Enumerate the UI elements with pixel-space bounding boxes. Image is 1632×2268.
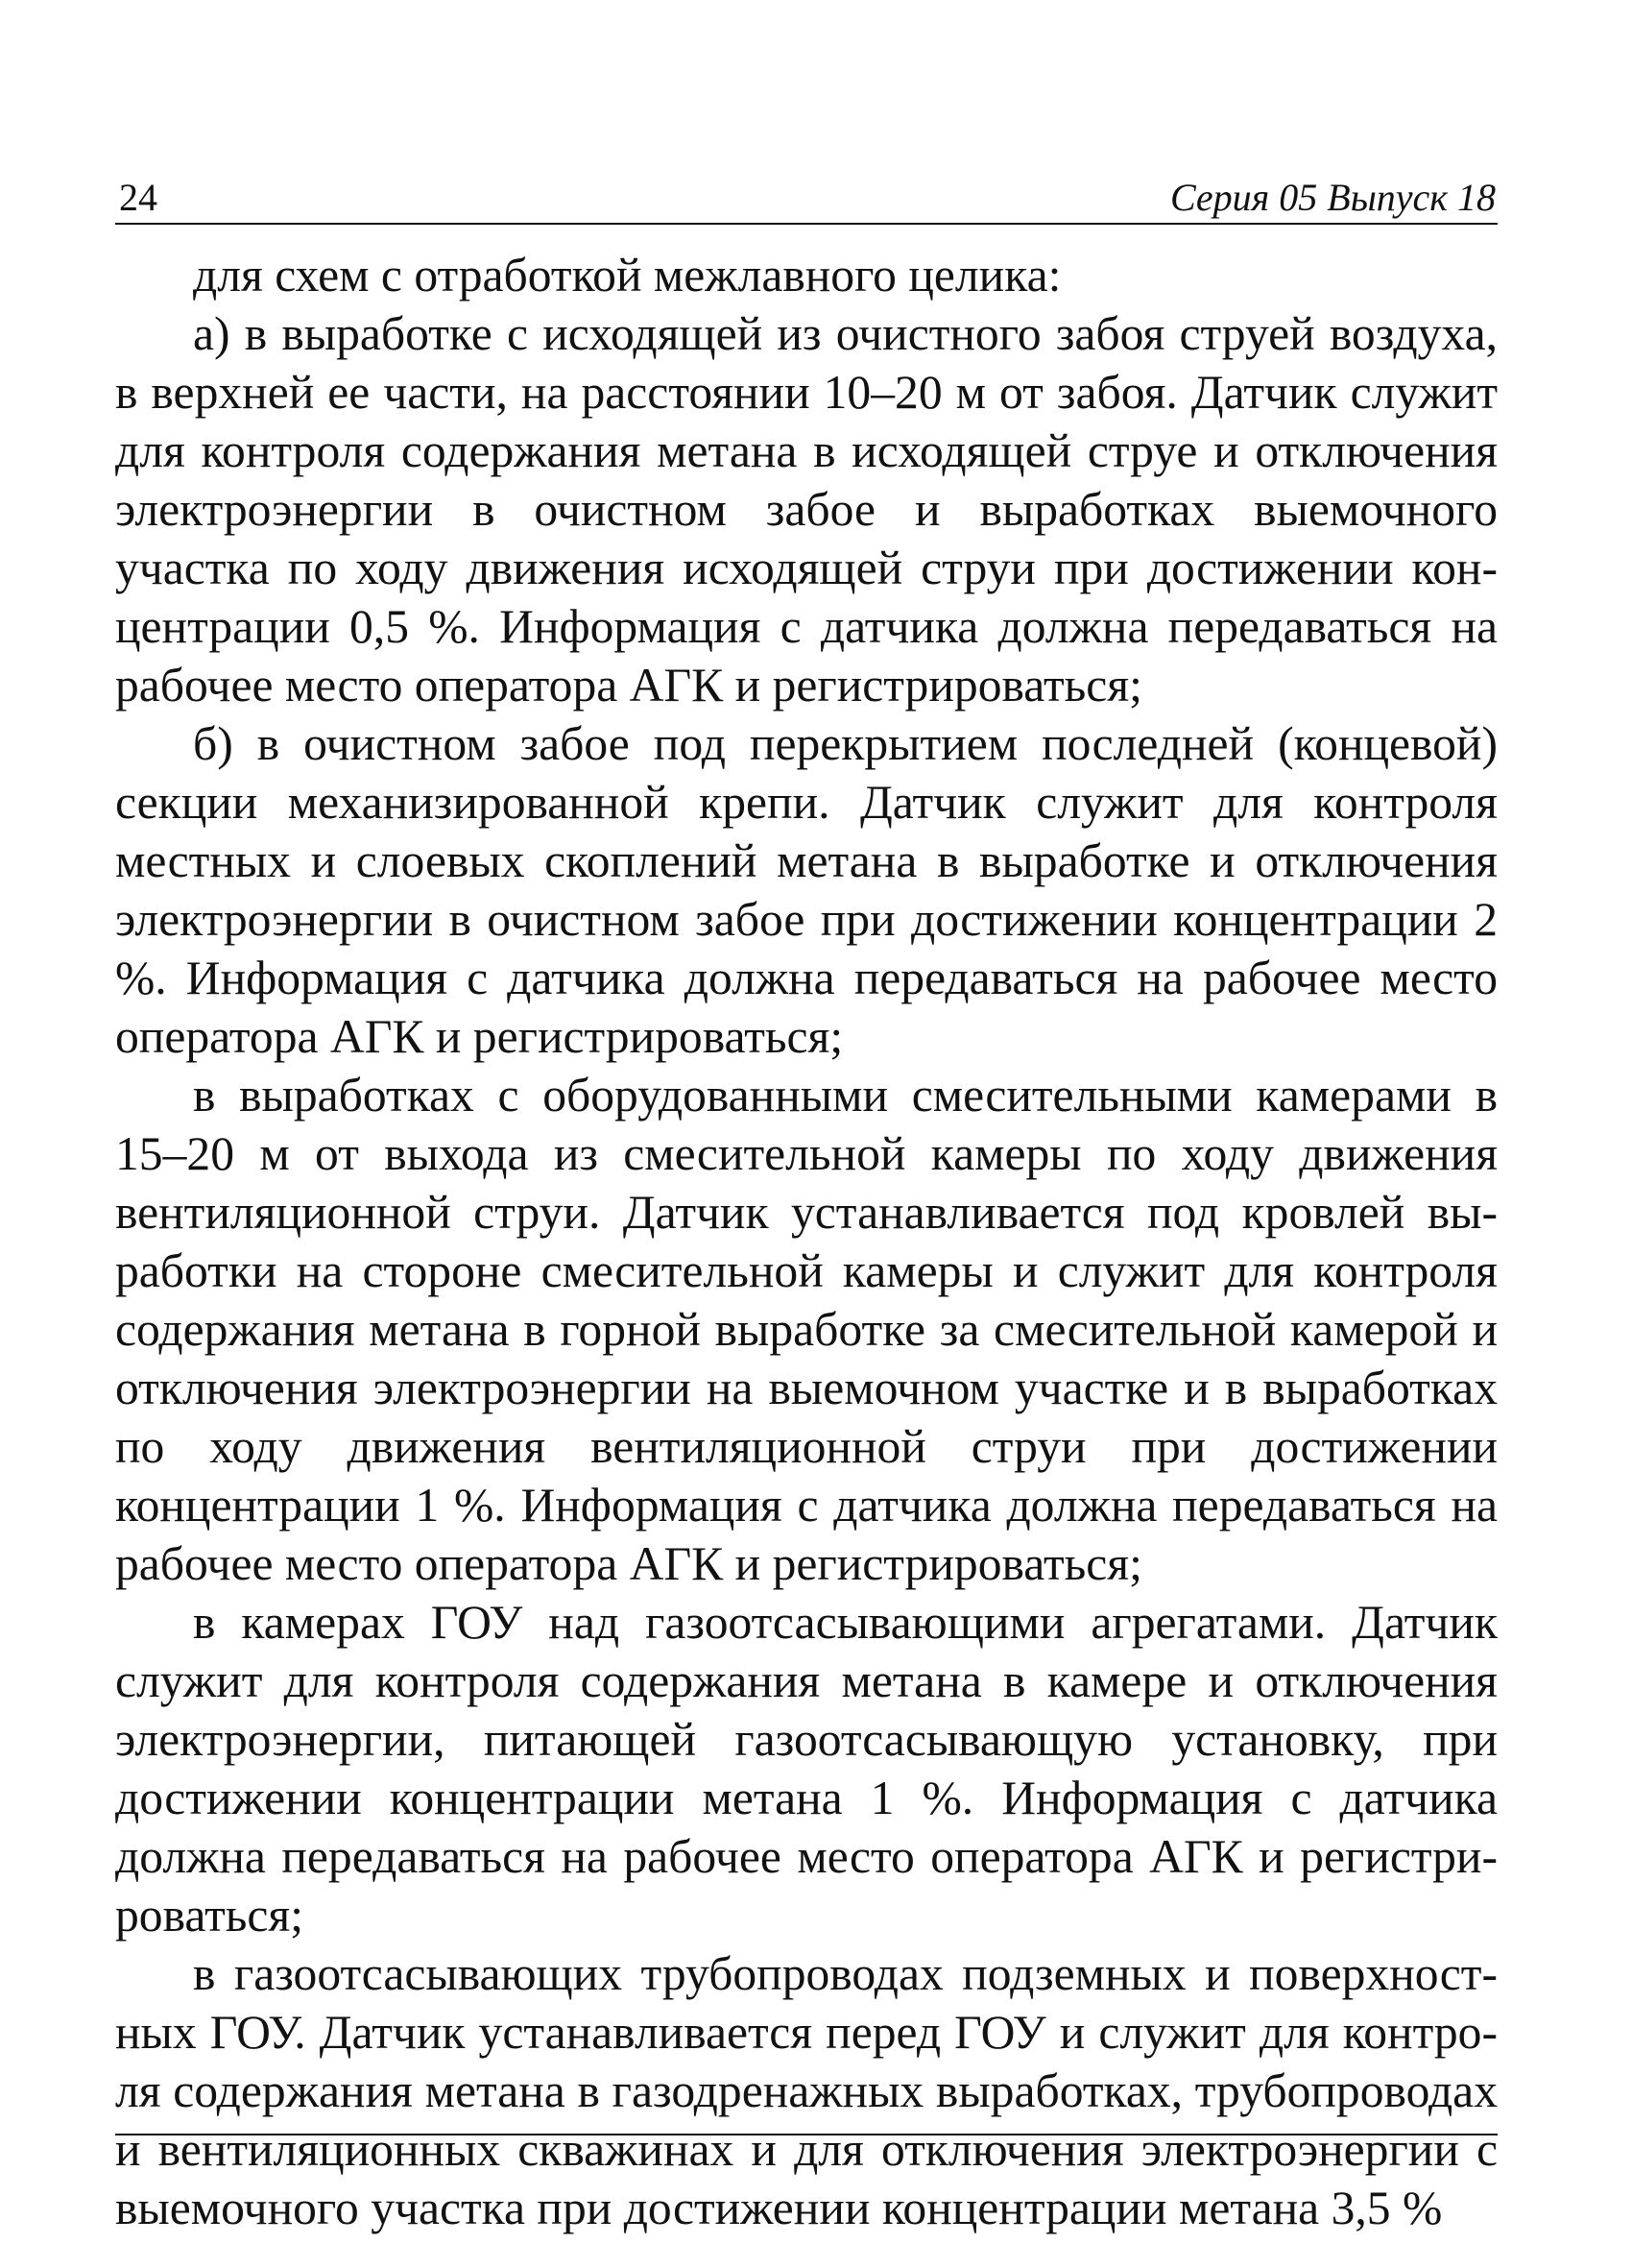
page-header xyxy=(115,169,1498,225)
paragraph-gou-chambers: в камерах ГОУ над газоотсасывающими агрегатами. Датчик служит для контроля содержания метана в камере и отключения электроэнергии, питающей газоотсасывающую установку, при достижении концентрации метана 1 %. Информация с датчика должна передаваться на рабочее место оператора АГК и регистрироваться; xyxy=(115,1596,1498,1942)
paragraph-item-b: б) в очистном забое под перекрытием последней (концевой) секции механизированной крепи. Датчик служит для контроля местных и слоевых скоплений метана в выработке и отключения электроэнергии в очистном забое при достижении концентрации 2 %. Информация с датчика должна передаваться на рабочее место оператора АГК и регистрироваться; xyxy=(115,717,1498,1063)
paragraph-intro: для схем с отработкой межлавного целика: xyxy=(193,249,1062,302)
paragraph-mixing-chambers: в выработках с оборудованными смесительными камерами в 15–20 м от выхода из смесительной камеры по ходу движения вентиляционной струи. Датчик устанавливается под кровлей выработки на стороне смесительной камеры и служит для контроля содержания метана в горной выработке за смесительной камерой и отключения электроэнергии на выемочном участке и в выработках по ходу движения вентиляционной струи при достижении концентрации 1 %. Информация с датчика должна передаваться на рабочее место оператора АГК и регистрироваться; xyxy=(115,1069,1498,1590)
paragraph-item-a: а) в выработке с исходящей из очистного забоя струей воздуха, в верхней ее части, на расстоянии 10–20 м от забоя. Датчик служит для контроля содержания метана в исходящей струе и отключения электроэнергии в очистном забое и выработках выемочного участка по ходу движения исходящей струи при достижении концентрации 0,5 %. Информация с датчика должна передаваться на рабочее место оператора АГК и регистрироваться; xyxy=(115,307,1498,712)
body-text xyxy=(115,246,1498,2237)
bottom-rule xyxy=(115,2134,1498,2135)
paragraph-gou-pipelines: в газоотсасывающих трубопроводах подземных и поверхностных ГОУ. Датчик устанавливается перед ГОУ и служит для контроля содержания метана в газодренажных выработках, трубопроводах и вентиляционных скважинах и для отключения электроэнергии с выемочного участка при достижении концентрации метана 3,5 % xyxy=(115,1947,1498,2234)
page-number: 24 xyxy=(119,176,157,219)
running-head: Серия 05 Выпуск 18 xyxy=(1169,176,1496,219)
